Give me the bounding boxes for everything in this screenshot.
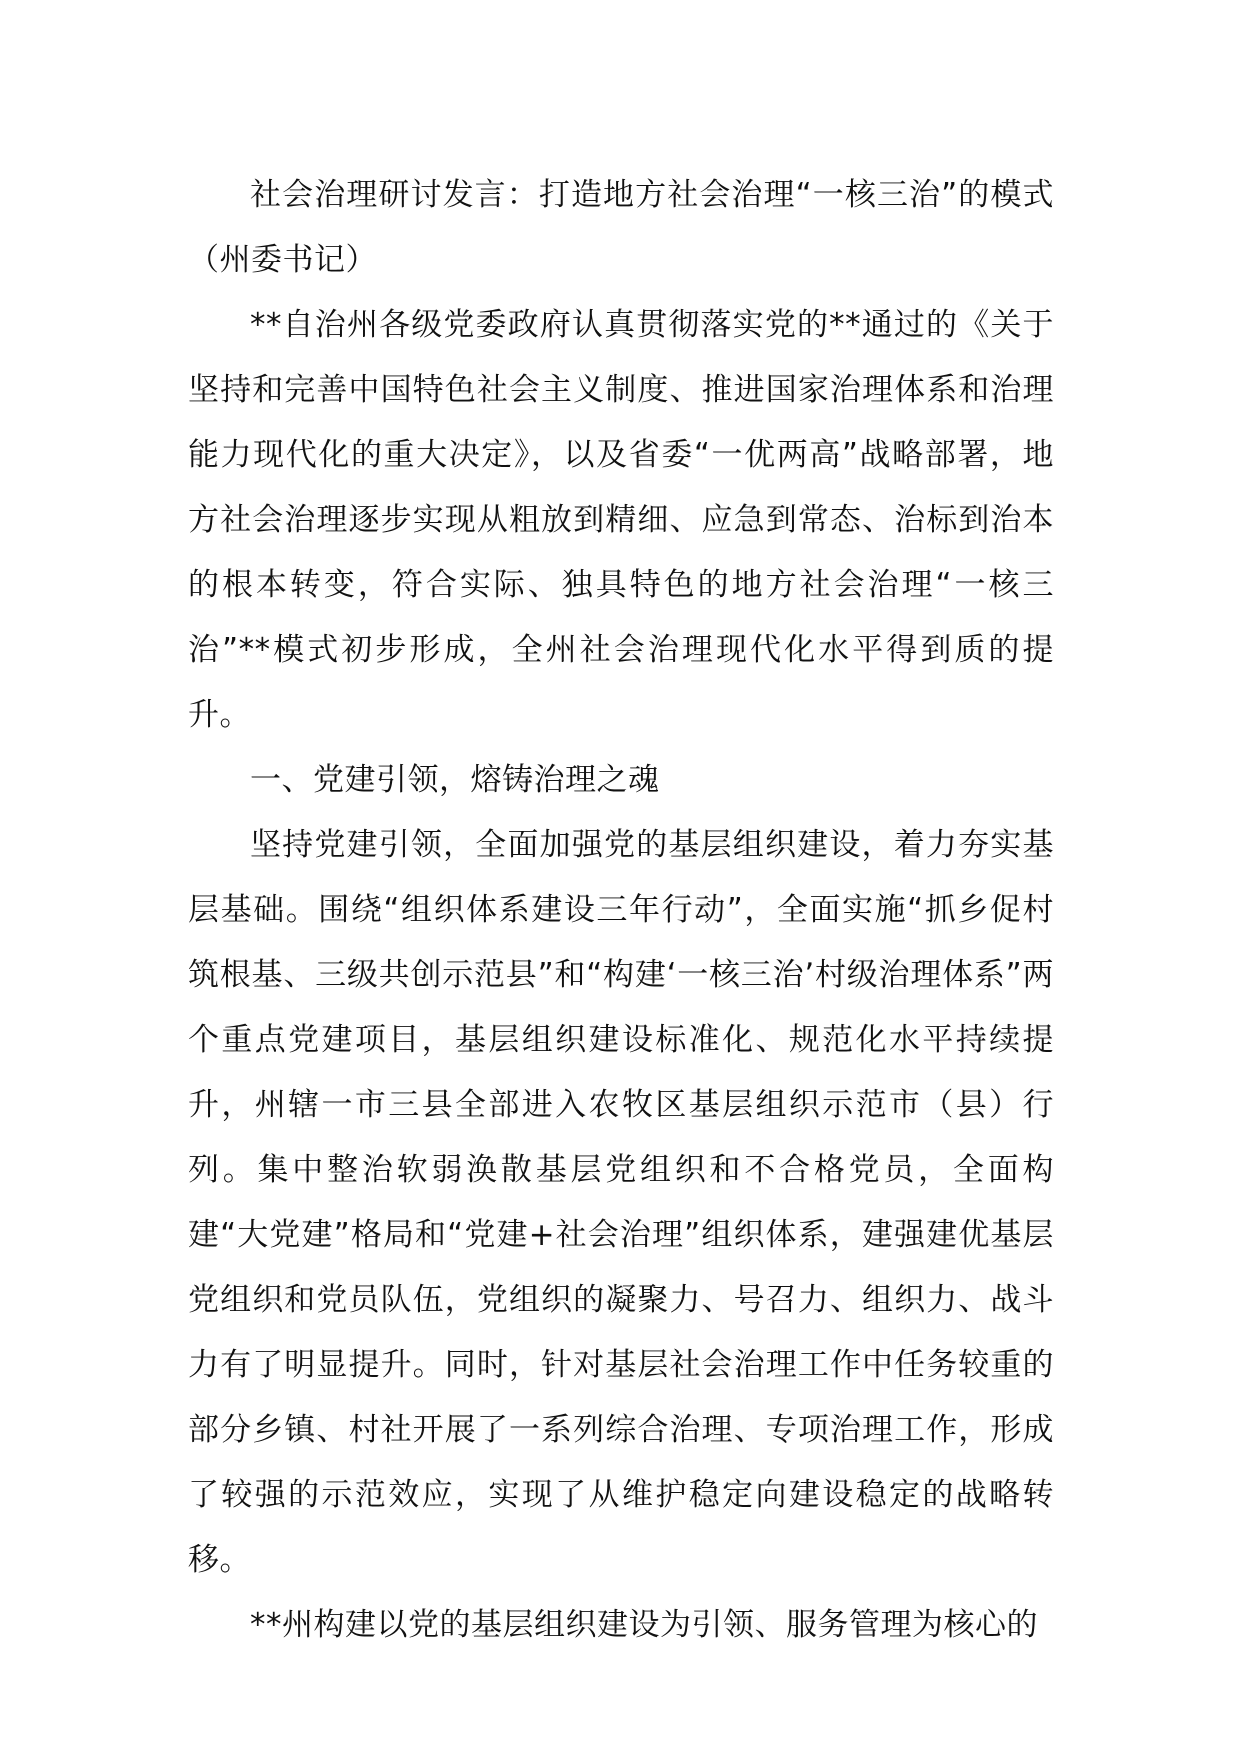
body-paragraph-1: **自治州各级党委政府认真贯彻落实党的**通过的《关于坚持和完善中国特色社会主义制度、推进国家治理体系和治理能力现代化的重大决定》，以及省委“一优两高”战略部署，地方社会治理逐步实现从粗放到精细、应急到常态、治标到治本的根本转变，符合实际、独具特色的地方社会治理“一核三治”**模式初步形成，全州社会治理现代化水平得到质的提升。	[188, 307, 1054, 733]
document-body	[188, 163, 1054, 1658]
body-paragraph-2: 坚持党建引领，全面加强党的基层组织建设，着力夯实基层基础。围绕“组织体系建设三年行动”，全面实施“抓乡促村筑根基、三级共创示范县”和“构建‘一核三治’村级治理体系”两个重点党建项目，基层组织建设标准化、规范化水平持续提升，州辖一市三县全部进入农牧区基层组织示范市（县）行列。集中整治软弱涣散基层党组织和不合格党员，全面构建“大党建”格局和“党建+社会治理”组织体系，建强建优基层党组织和党员队伍，党组织的凝聚力、号召力、组织力、战斗力有了明显提升。同时，针对基层社会治理工作中任务较重的部分乡镇、村社开展了一系列综合治理、专项治理工作，形成了较强的示范效应，实现了从维护稳定向建设稳定的战略转移。	[188, 827, 1054, 1578]
document-title: 社会治理研讨发言：打造地方社会治理“一核三治”的模式（州委书记）	[188, 177, 1054, 278]
section-heading-1: 一、党建引领，熔铸治理之魂	[250, 762, 660, 798]
body-paragraph-3: **州构建以党的基层组织建设为引领、服务管理为核心的	[250, 1607, 1038, 1643]
